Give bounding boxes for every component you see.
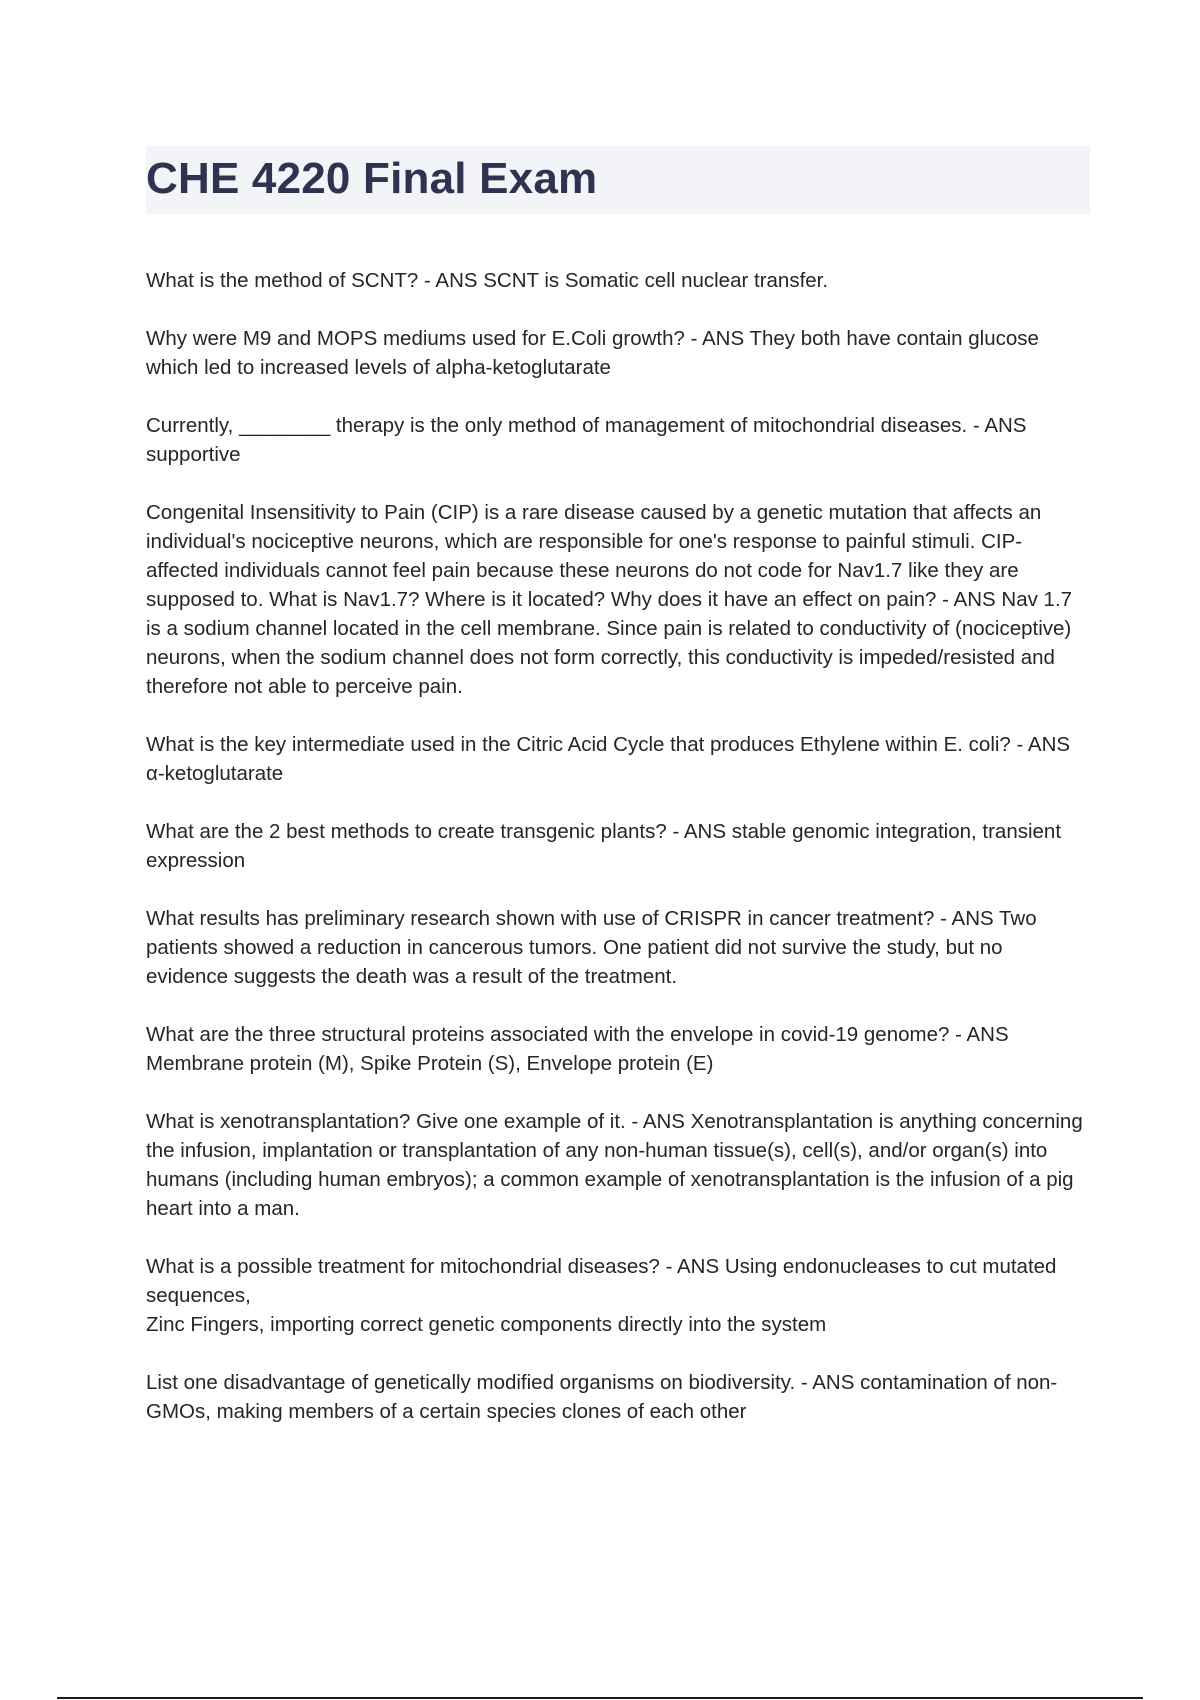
qa-item-covid-proteins: What are the three structural proteins associated with the envelope in covid-19 genome? - ANS Membrane protein (M), Spike Protein (S), Envelope protein (E) xyxy=(146,1023,1009,1075)
qa-item-mitochondrial-treatment: What is a possible treatment for mitochondrial diseases? - ANS Using endonucleases to cut mutated sequences, Zinc Fingers, importing correct genetic components directly into the system xyxy=(146,1255,1057,1336)
qa-item-xenotransplantation: What is xenotransplantation? Give one example of it. - ANS Xenotransplantation is anything concerning the infusion, implantation or transplantation of any non-human tissue(s), cell(s), and/or organ(s) into humans (including human embryos); a common example of xenotransplantation is the infusion of a pig heart into a man. xyxy=(146,1110,1083,1220)
qa-item-citric-acid-cycle: What is the key intermediate used in the Citric Acid Cycle that produces Ethylene within E. coli? - ANS α-ketoglutarate xyxy=(146,733,1071,785)
page-title: CHE 4220 Final Exam xyxy=(146,154,598,203)
qa-item-gmo-biodiversity: List one disadvantage of genetically modified organisms on biodiversity. - ANS contamination of non-GMOs, making members of a certain species clones of each other xyxy=(146,1371,1058,1423)
title-banner xyxy=(146,146,1090,214)
footer-divider xyxy=(57,1697,1143,1699)
qa-item-cip-nav17: Congenital Insensitivity to Pain (CIP) is a rare disease caused by a genetic mutation that affects an individual's nociceptive neurons, which are responsible for one's response to painful stimuli. CIP-affected individuals cannot feel pain because these neurons do not code for Nav1.7 like they are supposed to. What is Nav1.7? Where is it located? Why does it have an effect on pain? - ANS Nav 1.7 is a sodium channel located in the cell membrane. Since pain is related to conductivity of (nociceptive) neurons, when the sodium channel does not form correctly, this conductivity is impeded/resisted and therefore not able to perceive pain. xyxy=(146,501,1073,698)
qa-item-m9-mops: Why were M9 and MOPS mediums used for E.Coli growth? - ANS They both have contain glucose which led to increased levels of alpha-ketoglutarate xyxy=(146,327,1039,379)
qa-item-transgenic-plants: What are the 2 best methods to create transgenic plants? - ANS stable genomic integration, transient expression xyxy=(146,820,1062,872)
question-answer-list xyxy=(146,266,1090,1455)
qa-item-crispr-cancer: What results has preliminary research shown with use of CRISPR in cancer treatment? - ANS Two patients showed a reduction in cancerous tumors. One patient did not survive the study, but no evidence suggests the death was a result of the treatment. xyxy=(146,907,1037,988)
qa-item-supportive-therapy: Currently, ________ therapy is the only method of management of mitochondrial diseases. - ANS supportive xyxy=(146,414,1027,466)
qa-item-scnt: What is the method of SCNT? - ANS SCNT is Somatic cell nuclear transfer. xyxy=(146,269,829,292)
